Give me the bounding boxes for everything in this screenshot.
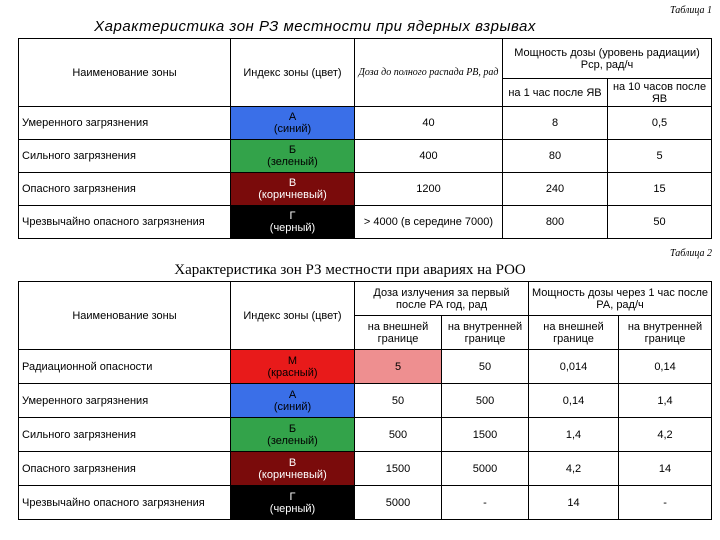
header-zone-index: Индекс зоны (цвет) bbox=[231, 282, 355, 350]
rate-outer-value: 0,14 bbox=[529, 384, 619, 418]
zone-name: Сильного загрязнения bbox=[19, 140, 231, 173]
zone-letter: М bbox=[287, 354, 298, 367]
zone-color: (черный) bbox=[269, 222, 316, 234]
zone-name: Опасного загрязнения bbox=[19, 173, 231, 206]
dose-value: 1200 bbox=[355, 173, 503, 206]
table-row bbox=[19, 140, 712, 173]
header-zone-name: Наименование зоны bbox=[19, 39, 231, 107]
dose-inner-value: 500 bbox=[442, 384, 529, 418]
table-row bbox=[19, 107, 712, 140]
dose-inner-value: 50 bbox=[442, 350, 529, 384]
table-row bbox=[19, 452, 712, 486]
rate-inner-value: 4,2 bbox=[619, 418, 712, 452]
rate-inner-value: 14 bbox=[619, 452, 712, 486]
rate-inner-value: 0,14 bbox=[619, 350, 712, 384]
zone-index-cell bbox=[231, 452, 355, 486]
header-dose-rate: Мощность дозы (уровень радиации) Pср, рад/ч bbox=[503, 39, 712, 79]
accident-zones-table bbox=[18, 281, 712, 520]
header-rate-inner: на внутренней границе bbox=[619, 316, 712, 350]
zone-index-cell bbox=[231, 418, 355, 452]
rate-outer-value: 1,4 bbox=[529, 418, 619, 452]
rate-outer-value: 14 bbox=[529, 486, 619, 520]
table-row bbox=[19, 486, 712, 520]
dose-value: 400 bbox=[355, 140, 503, 173]
dose-outer-value: 1500 bbox=[355, 452, 442, 486]
zone-color: (красный) bbox=[267, 366, 318, 379]
zone-color: (синий) bbox=[273, 400, 312, 413]
zone-name: Умеренного загрязнения bbox=[19, 107, 231, 140]
rate-10h-value: 0,5 bbox=[608, 107, 712, 140]
zone-index-cell bbox=[231, 206, 355, 239]
header-rate-1h: на 1 час после ЯВ bbox=[503, 79, 608, 107]
header-zone-index: Индекс зоны (цвет) bbox=[231, 39, 355, 107]
zone-letter: Г bbox=[289, 490, 296, 503]
zone-color: (коричневый) bbox=[258, 468, 327, 481]
header-dose-inner: на внутренней границе bbox=[442, 316, 529, 350]
zone-color: (зеленый) bbox=[267, 156, 318, 168]
zone-index-cell bbox=[231, 173, 355, 206]
zone-letter: В bbox=[288, 177, 297, 189]
rate-inner-value: - bbox=[619, 486, 712, 520]
table1-title: Характеристика зон РЗ местности при ядерных взрывах bbox=[94, 18, 536, 35]
rate-1h-value: 8 bbox=[503, 107, 608, 140]
header-dose-outer: на внешней границе bbox=[355, 316, 442, 350]
dose-outer-value: 5000 bbox=[355, 486, 442, 520]
dose-outer-value: 5 bbox=[355, 350, 442, 384]
dose-value: 40 bbox=[355, 107, 503, 140]
zone-name: Сильного загрязнения bbox=[19, 418, 231, 452]
dose-inner-value: 1500 bbox=[442, 418, 529, 452]
header-rate-10h: на 10 часов после ЯВ bbox=[608, 79, 712, 107]
dose-outer-value: 500 bbox=[355, 418, 442, 452]
table-row bbox=[19, 418, 712, 452]
header-dose: Доза до полного распада РВ, рад bbox=[355, 39, 503, 107]
rate-10h-value: 15 bbox=[608, 173, 712, 206]
dose-value: > 4000 (в середине 7000) bbox=[355, 206, 503, 239]
zone-name: Умеренного загрязнения bbox=[19, 384, 231, 418]
zone-name: Чрезвычайно опасного загрязнения bbox=[19, 206, 231, 239]
header-rate-outer: на внешней границе bbox=[529, 316, 619, 350]
zone-letter: В bbox=[288, 456, 297, 469]
table2-caption: Таблица 2 bbox=[670, 248, 712, 259]
zone-index-cell bbox=[231, 486, 355, 520]
rate-outer-value: 4,2 bbox=[529, 452, 619, 486]
table2-title: Характеристика зон РЗ местности при авариях на РОО bbox=[174, 262, 526, 278]
dose-inner-value: 5000 bbox=[442, 452, 529, 486]
zone-letter: Г bbox=[289, 210, 296, 222]
zone-color: (черный) bbox=[269, 502, 316, 515]
zone-color: (зеленый) bbox=[267, 434, 318, 447]
table-row bbox=[19, 206, 712, 239]
dose-outer-value: 50 bbox=[355, 384, 442, 418]
rate-outer-value: 0,014 bbox=[529, 350, 619, 384]
zone-index-cell bbox=[231, 350, 355, 384]
table-row bbox=[19, 173, 712, 206]
zone-name: Чрезвычайно опасного загрязнения bbox=[19, 486, 231, 520]
rate-10h-value: 5 bbox=[608, 140, 712, 173]
zone-color: (синий) bbox=[273, 123, 312, 135]
rate-1h-value: 80 bbox=[503, 140, 608, 173]
table-row bbox=[19, 384, 712, 418]
zone-letter: Б bbox=[288, 422, 297, 435]
zone-color: (коричневый) bbox=[258, 189, 327, 201]
zone-name: Радиационной опасности bbox=[19, 350, 231, 384]
rate-10h-value: 50 bbox=[608, 206, 712, 239]
table1-caption: Таблица 1 bbox=[670, 5, 712, 16]
zone-letter: А bbox=[288, 388, 297, 401]
rate-1h-value: 240 bbox=[503, 173, 608, 206]
dose-inner-value: - bbox=[442, 486, 529, 520]
header-dose-rate-1h: Мощность дозы через 1 час после РА, рад/ч bbox=[529, 282, 712, 316]
zone-letter: Б bbox=[288, 144, 297, 156]
zone-index-cell bbox=[231, 140, 355, 173]
table-row bbox=[19, 350, 712, 384]
rate-inner-value: 1,4 bbox=[619, 384, 712, 418]
zone-index-cell bbox=[231, 384, 355, 418]
zone-letter: А bbox=[288, 111, 297, 123]
zone-index-cell bbox=[231, 107, 355, 140]
zone-name: Опасного загрязнения bbox=[19, 452, 231, 486]
header-dose-first-year: Доза излучения за первый после РА год, рад bbox=[355, 282, 529, 316]
nuclear-zones-table bbox=[18, 38, 712, 239]
header-zone-name: Наименование зоны bbox=[19, 282, 231, 350]
rate-1h-value: 800 bbox=[503, 206, 608, 239]
